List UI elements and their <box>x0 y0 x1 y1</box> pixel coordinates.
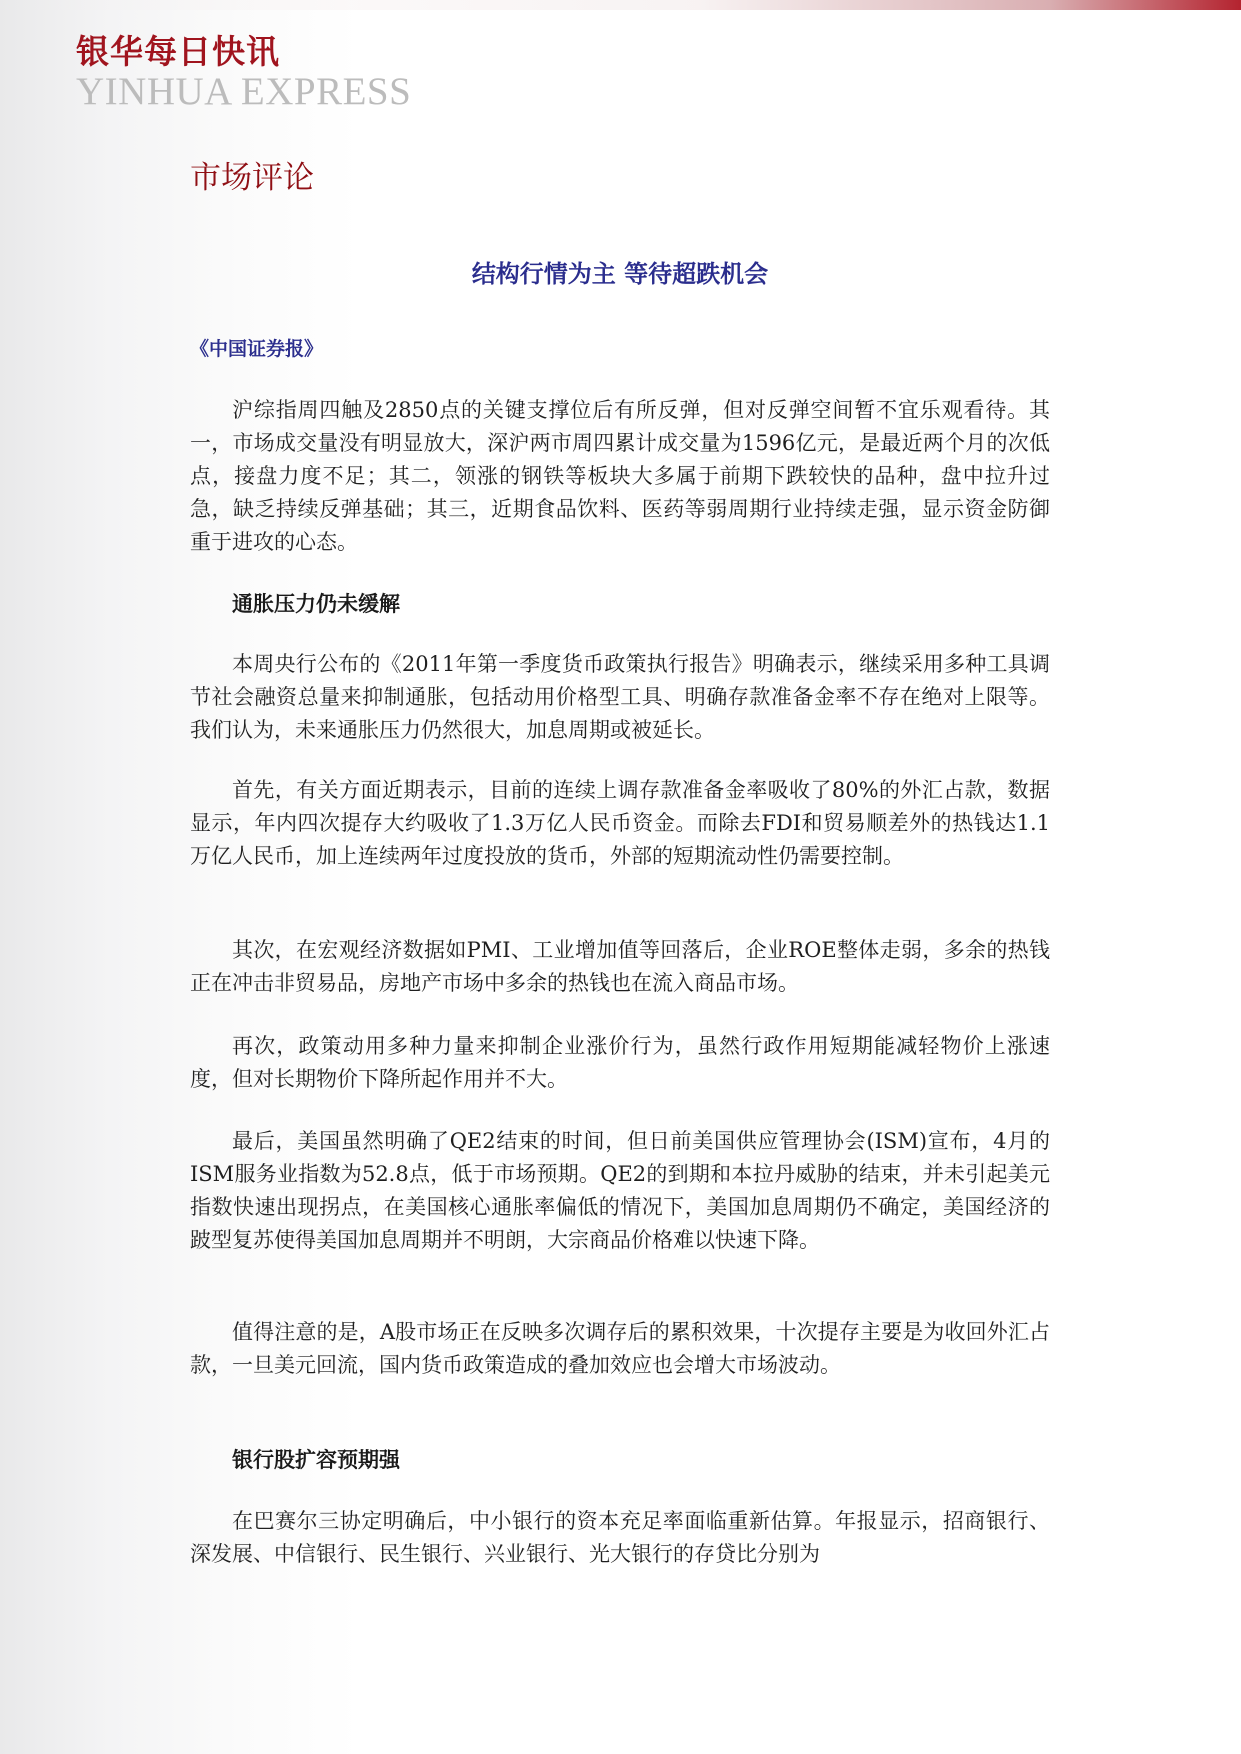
paragraph-8: 在巴赛尔三协定明确后，中小银行的资本充足率面临重新估算。年报显示，招商银行、深发展、中信银行、民生银行、兴业银行、光大银行的存贷比分别为 <box>190 1509 1050 1566</box>
paragraph-6: 最后，美国虽然明确了QE2结束的时间，但日前美国供应管理协会(ISM)宣布，4月的ISM服务业指数为52.8点，低于市场预期。QE2的到期和本拉丹威胁的结束，并未引起美元指数快速出现拐点，在美国核心通胀率偏低的情况下，美国加息周期仍不确定，美国经济的跛型复苏使得美国加息周期并不明朗，大宗商品价格难以快速下降。 <box>190 1129 1050 1252</box>
subheading-bank-stocks: 银行股扩容预期强 <box>232 1447 400 1472</box>
paragraph-1: 沪综指周四触及2850点的关键支撑位后有所反弹，但对反弹空间暂不宜乐观看待。其一，市场成交量没有明显放大，深沪两市周四累计成交量为1596亿元，是最近两个月的次低点，接盘力度不足；其二，领涨的钢铁等板块大多属于前期下跌较快的品种，盘中拉升过急，缺乏持续反弹基础；其三，近期食品饮料、医药等弱周期行业持续走强，显示资金防御重于进攻的心态。 <box>190 398 1050 554</box>
paragraph-7: 值得注意的是，A股市场正在反映多次调存后的累积效果，十次提存主要是为收回外汇占款，一旦美元回流，国内货币政策造成的叠加效应也会增大市场波动。 <box>190 1320 1050 1377</box>
section-title: 市场评论 <box>190 160 314 196</box>
article-title: 结构行情为主 等待超跌机会 <box>471 259 769 288</box>
article-source: 《中国证券报》 <box>190 338 324 360</box>
yinhua-express-logo <box>76 32 416 112</box>
paragraph-5: 再次，政策动用多种力量来抑制企业涨价行为，虽然行政作用短期能减轻物价上涨速度，但对长期物价下降所起作用并不大。 <box>190 1034 1050 1091</box>
paragraph-2: 本周央行公布的《2011年第一季度货币政策执行报告》明确表示，继续采用多种工具调节社会融资总量来抑制通胀，包括动用价格型工具、明确存款准备金率不存在绝对上限等。我们认为，未来通胀压力仍然很大，加息周期或被延长。 <box>190 652 1050 742</box>
subheading-inflation: 通胀压力仍未缓解 <box>232 591 400 616</box>
top-accent-stripe <box>0 0 1241 10</box>
logo-english-text: YINHUA EXPRESS <box>76 70 412 113</box>
paragraph-3: 首先，有关方面近期表示，目前的连续上调存款准备金率吸收了80%的外汇占款，数据显示，年内四次提存大约吸收了1.3万亿人民币资金。而除去FDI和贸易顺差外的热钱达1.1万亿人民币，加上连续两年过度投放的货币，外部的短期流动性仍需要控制。 <box>190 778 1050 868</box>
logo-chinese-text: 银华每日快讯 <box>76 32 280 71</box>
paragraph-4: 其次，在宏观经济数据如PMI、工业增加值等回落后，企业ROE整体走弱，多余的热钱正在冲击非贸易品，房地产市场中多余的热钱也在流入商品市场。 <box>190 938 1050 995</box>
